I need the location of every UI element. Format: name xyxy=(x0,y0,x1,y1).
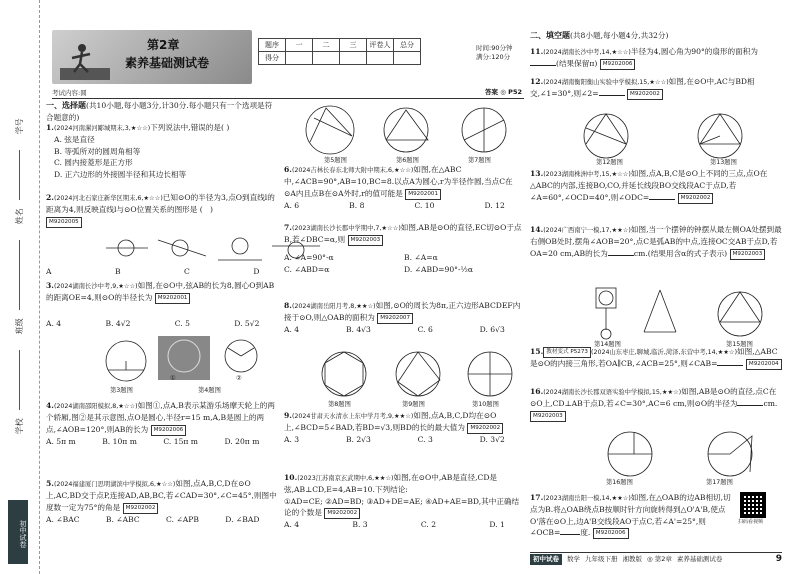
brand-badge: 初中试卷 xyxy=(8,500,28,564)
fig7-caption: 第7题图 xyxy=(468,157,491,164)
footer-subject: 数学 xyxy=(567,555,580,564)
q4-photo xyxy=(158,336,210,380)
exam-content-line xyxy=(52,88,524,99)
question-9: 9.(2024甘肃天水清水上东中学月考,9,★★☆)如图,点A,B,C,D均在⊙O上,∠BCD=5∠BAD,若BD=√3,则BD的长的最大值为 M9202002 A. 3 B. 2√3 C. 3 D. 3√2 xyxy=(284,411,505,444)
qr-caption: 扫码看视频 xyxy=(738,519,764,525)
score-table: 题序 一 二 三 评卷人 总分 得分 xyxy=(258,38,421,65)
footer-title: 素养基础测试卷 xyxy=(676,555,723,564)
fig12-caption: 第12题图 xyxy=(596,159,623,166)
question-17: 17.(2023湖南岳阳一模,14,★★☆)如图,在△OAB的边AB相切,切点为B.将△OAB绕点B按顺时针方向旋转得到△O'A'B,使点O'落在⊙O上,边A'B交线段AO于点C,若∠A'=25°,则∠OCB= 度. M9202006 xyxy=(530,493,731,538)
exam-content: 考试内容:圆 xyxy=(52,89,87,97)
class-label: 班级 xyxy=(14,318,24,335)
q8-q10-figures xyxy=(314,346,524,402)
binding-margin xyxy=(0,0,40,574)
fig6-caption: 第6题图 xyxy=(396,157,419,164)
question-15: 15. 教材变式 P5273 (2024山东枣庄,聊城,临沂,菏泽,东营中考,14,★★☆)如图,△ABC是⊙O的内接三角形,若OA∥CB,∠ACB=25°,则∠CAB= M9202004 xyxy=(530,346,782,370)
chapter-banner xyxy=(52,30,252,84)
fig17-caption: 第17题图 xyxy=(706,479,733,486)
question-6: 6.(2024吉林长春东北师大附中期末,6,★☆☆)如图,在△ABC中,∠ACB=90°,AB=10,BC=8.以点A为圆心,r为半径作圆,当点C在⊙A内且点B在⊙A外时,r的值可能是 M9202001 A. 6 B. 8 C. 10 D. 12 xyxy=(284,165,513,210)
fig15-caption: 第15题图 xyxy=(726,341,753,348)
question-1: 1.(2024河南漯河郾城期末,3,★☆☆)下列说法中,错误的是( ) A. 弦是直径 B. 等弧所对的圆周角相等 C. 圆内接菱形是正方形 D. 正六边形的外接圆半径和其边长相等 xyxy=(46,123,230,180)
question-10: 10.(2023江苏南京玄武期中,6,★★☆)如图,在⊙O中,AB是直径,CD是弦,AB⊥CD,E=4,AB=10.下列结论: ①AD=CE; ②AD=BD; ③AD+DE=AE; ④AD+AE=BD,其中正确结论的个数是 M9202002 A. 4 B. 3 C. 2 D. 1 xyxy=(284,473,520,530)
question-4: 4.(2024湖南邵阳模拟,8,★☆☆)如图①,点A,B表示某游乐场摩天轮上的两个轿厢,图②是其示意图,点O是圆心,半径r=15 m,A,B是圆上的两点,∠AOB=120°,则AB的长为 M9202006 A. 5π m B. 10π m C. 15π m D. 20π m xyxy=(46,401,275,446)
school-label: 学校 xyxy=(14,418,24,435)
test-title: 素养基础测试卷 xyxy=(125,56,210,70)
fig9-caption: 第9题图 xyxy=(402,401,425,408)
time-info: 时间:90分钟 满分:120分 xyxy=(476,44,513,62)
q16-q17-figures xyxy=(590,428,780,478)
fig3-caption: 第3题图 xyxy=(110,387,133,394)
question-7: 7.(2023湖南长沙长郡中学期中,7,★☆☆)如图,AB是⊙O的直径,EC切⊙O于点B,若∠DBC=α,则 M9202003 A. ∠A=90°-α B. ∠A=α C. ∠ABD=α D. ∠ABD=90°-½α xyxy=(284,223,522,274)
chapter-number: 第2章 xyxy=(147,38,180,52)
question-5: 5.(2024福建厦门思明湖滨中学模拟,6,★☆☆)如图,点A,B,C,D在⊙O上,AC,BD交于点P,连接AD,AB,BC,若∠CAD=30°,∠C=45°,则图中度数一定为75°的角是 M9202002 A. ∠BAC B. ∠ABC C. ∠APB D. ∠BAD xyxy=(46,479,277,524)
question-12: 12.(2024湖南衡阳衡山实验中学模拟,15,★☆☆)如图,在⊙O中,AC与BD相交,∠1=30°,则∠2= M9202002 xyxy=(530,77,755,98)
runner-illustration-icon xyxy=(60,40,110,80)
qr-code-icon[interactable] xyxy=(740,492,766,518)
fig16-caption: 第16题图 xyxy=(606,479,633,486)
q2-options: A B C D xyxy=(46,267,260,276)
q14-q15-figures xyxy=(580,286,780,342)
question-11: 11.(2024湖南长沙中考,14,★☆☆)半径为4,圆心角为90°的扇形的面积为(结果保留π) M9202006 xyxy=(530,47,758,68)
footer-edition: 湘教版 xyxy=(622,555,642,564)
q5-q7-figures xyxy=(290,102,522,160)
answer-ref: 答案 ◎ P52 xyxy=(484,88,522,96)
question-13: 13.(2023湖南株洲中考,15,★☆☆)如图,点A,B,C是⊙O上不同的三点,点O在△ABC的内部,连接BO,CO,并延长线段BO交线段AC于点D,若∠A=60°,∠OCD=40°,则∠ODC= M9202002 xyxy=(530,169,768,202)
section-1-header: 一、选择题(共10小题,每小题3分,计30分.每小题只有一个选项是符合题意的) xyxy=(46,101,273,123)
name-label: 姓名 xyxy=(14,208,24,225)
student-id-label: 学号 xyxy=(14,118,24,135)
fig10-caption: 第10题图 xyxy=(472,401,499,408)
fig14-caption: 第14题图 xyxy=(594,341,621,348)
q12-q13-figures xyxy=(560,110,780,162)
page-number: 9 xyxy=(775,553,782,564)
question-3: 3.(2024湖南长沙中考,9,★☆☆)如图,在⊙O中,弦AB的长为8,圆心O到AB的距离OE=4,则⊙O的半径长为 M9202001 A. 4 B. 4√2 C. 5 D. 5√2 xyxy=(46,281,275,328)
fig13-caption: 第13题图 xyxy=(710,159,737,166)
question-8: 8.(2024湖南岳阳月考,8,★★☆)如图,⊙O的周长为8π,正六边形ABCDEF内接于⊙O,则△OAB的面积为 M9202007 A. 4 B. 4√3 C. 6 D. 6√3 xyxy=(284,301,521,334)
question-16: 16.(2024湖南长沙长郡双语实验中学模拟,15,★★☆)如图,AB是⊙O的直径,点C在⊙O上,CD⊥AB于点D,若∠C=30°,AC=6 cm,则⊙O的半径为 cm. M9202003 xyxy=(530,386,782,422)
footer-brand: 初中试卷 xyxy=(530,554,562,564)
fig8-caption: 第8题图 xyxy=(328,401,351,408)
footer-chapter: ◎ 第2章 xyxy=(647,555,672,564)
section-2-header: 二、填空题(共8小题,每小题4分,共32分) xyxy=(530,31,669,40)
fig5-caption: 第5题图 xyxy=(324,157,347,164)
page-footer xyxy=(530,552,782,566)
question-14: 14.(2024广西南宁一模,17,★★☆)如图,当一个摆钟的钟摆从最左侧OA处摆到最右侧OB处时,摆角∠AOB=20°,点C是弧AB的中点,连接OC交AB于点D,若OA=20 cm,AB的长为 cm.(结果用含α的式子表示) M9202003 xyxy=(530,225,782,258)
fig4-caption: 第4题图 xyxy=(198,387,221,394)
q3-figure xyxy=(96,336,156,386)
question-2: 2.(2024河北石家庄新华区期末,6,★☆☆)已知⊙O的半径为3,点O到直线l的距离为4,则反映直线l与⊙O位置关系的图形是 ( ) M9202005 xyxy=(46,192,278,228)
footer-grade: 九年级下册 xyxy=(585,555,618,564)
